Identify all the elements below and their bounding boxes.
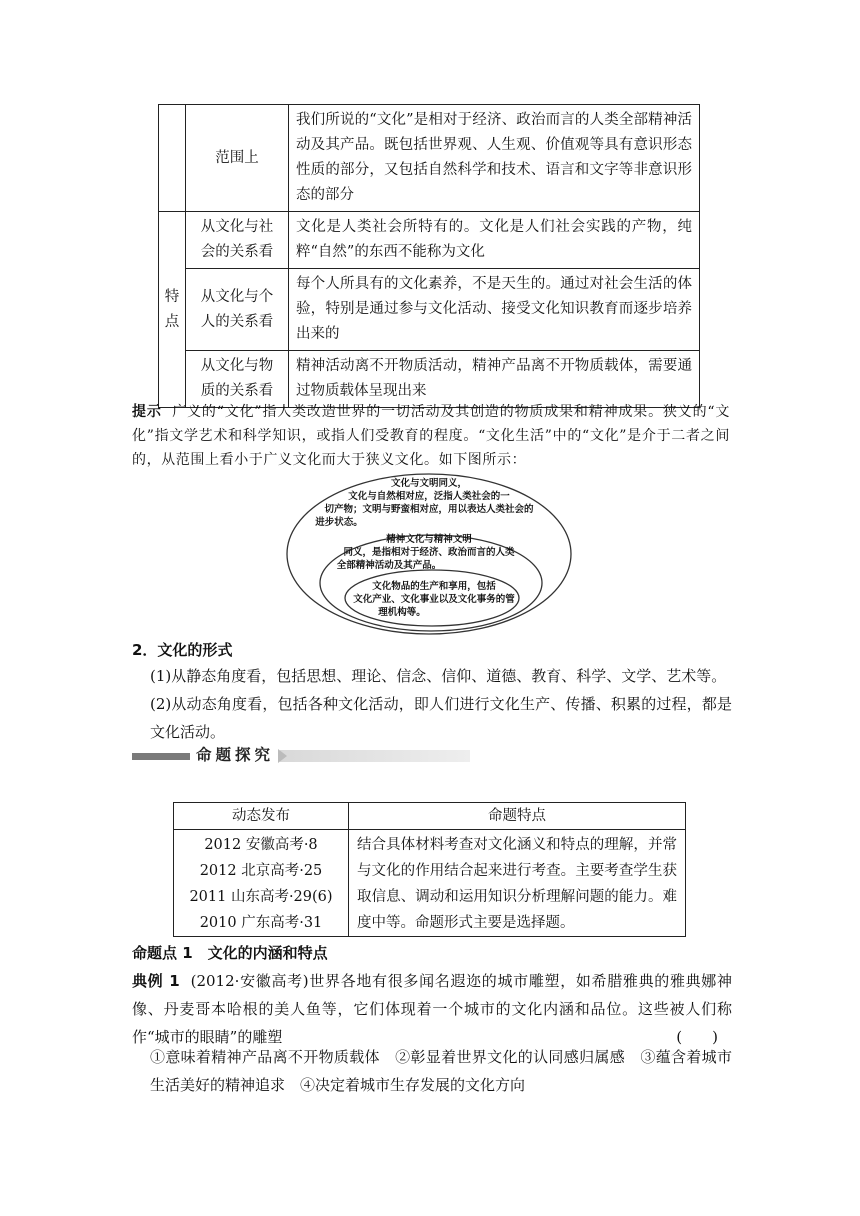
scope-text: 我们所说的“文化”是相对于经济、政治而言的人类全部精神活动及其产品。既包括世界观、人生观、价值观等具有意识形态性质的部分，又包括自然科学和技术、语言和文字等非意识形态的部分 (289, 105, 700, 212)
feature-label-line: 从文化与物 (200, 358, 274, 374)
column-header: 动态发布 (174, 803, 349, 830)
empty-cell (159, 105, 186, 212)
tip-text: 广义的“文化”指人类改造世界的一切活动及其创造的物质成果和精神成果。狭义的“文化”指文学艺术和科学知识，或指人们受教育的程度。“文化生活”中的“文化”是介于二者之间的，从范围上看小于广义文化而大于狭义文化。如下图所示： (132, 404, 730, 468)
features-label-1: 特 (164, 288, 180, 305)
feature-label-line: 从文化与个 (200, 288, 274, 305)
outer-text-line: 文化与文明同义， (390, 478, 468, 489)
exam-feature-text: 结合具体材料考查对文化涵义和特点的理解，并常与文化的作用结合起来进行考查。主要考查学生获取信息、调动和运用知识分析理解问题的能力。难度中等。命题形式主要是选择题。 (349, 830, 686, 937)
feature-text: 精神活动离不开物质活动，精神产品离不开物质载体，需要通过物质载体呈现出来 (289, 351, 700, 408)
exam-item: 2012 安徽高考·8 (204, 837, 318, 853)
feature-label-line: 会的关系看 (200, 244, 274, 260)
features-label (159, 212, 186, 408)
inner-text-line: 文化物品的生产和享用，包括 (372, 581, 496, 592)
feature-label-line: 从文化与社 (200, 219, 274, 235)
feature-label (186, 212, 289, 269)
inner-text-line: 理机构等。 (378, 607, 426, 618)
chevron-right-icon (278, 749, 287, 763)
feature-text: 每个人所具有的文化素养，不是天生的。通过对社会生活的体验，特别是通过参与文化活动、接受文化知识教育而逐步培养出来的 (289, 269, 700, 351)
culture-scope-diagram (284, 472, 574, 638)
example-text: (2012·安徽高考)世界各地有很多闻名遐迩的城市雕塑，如希腊雅典的雅典娜神像、丹麦哥本哈根的美人鱼等，它们体现着一个城市的文化内涵和品位。这些被人们称作“城市的眼睛”的雕塑 (132, 972, 732, 1046)
example-label: 典例 1 (132, 972, 180, 990)
tip-paragraph (132, 400, 730, 472)
exam-list (174, 830, 349, 937)
culture-features-table (158, 104, 700, 408)
features-label-2: 点 (164, 313, 180, 330)
exam-item: 2010 广东高考·31 (199, 915, 323, 931)
middle-text-line: 全部精神活动及其产品。 (336, 560, 442, 571)
exam-item: 2011 山东高考·29(6) (189, 889, 333, 905)
section-heading: 2．文化的形式 (132, 641, 233, 659)
banner-title: 命题探究 (196, 746, 275, 764)
outer-text-line: 文化与自然相对应，泛指人类社会的一 (348, 491, 510, 502)
inner-text-line: 文化产业、文化事业以及文化事务的管 (353, 594, 515, 605)
example-options: ①意味着精神产品离不开物质载体 ②彰显着世界文化的认同感归属感 ③蕴含着城市生活美好的精神追求 ④决定着城市生存发展的文化方向 (150, 1048, 732, 1094)
answer-parens: ( ) (676, 1028, 718, 1046)
tip-label: 提示 (132, 404, 162, 420)
column-header: 命题特点 (349, 803, 686, 830)
middle-text-line: 精神文化与精神文明 (386, 534, 472, 545)
feature-text: 文化是人类社会所特有的。文化是人们社会实践的产物，纯粹“自然”的东西不能称为文化 (289, 212, 700, 269)
feature-label (186, 351, 289, 408)
dynamic-form-paragraph: (2)从动态角度看，包括各种文化活动，即人们进行文化生产、传播、积累的过程，都是文化活动。 (150, 695, 732, 741)
banner-bar (132, 753, 190, 760)
feature-label-line: 质的关系看 (200, 383, 274, 399)
outer-text-line: 进步状态。 (315, 517, 363, 528)
middle-text-line: 同义，是指相对于经济、政治而言的人类 (343, 547, 515, 558)
exam-item: 2012 北京高考·25 (199, 863, 323, 879)
banner-stripe (280, 750, 470, 762)
knowledge-point-heading: 命题点 1 文化的内涵和特点 (132, 944, 328, 962)
feature-label-line: 人的关系看 (200, 313, 274, 330)
scope-label: 范围上 (186, 105, 289, 212)
exam-table (173, 802, 686, 937)
outer-text-line: 切产物；文明与野蛮相对应，用以表达人类社会的 (324, 504, 534, 515)
section-banner (132, 748, 470, 764)
feature-label (186, 269, 289, 351)
static-form-paragraph: (1)从静态角度看，包括思想、理论、信念、信仰、道德、教育、科学、文学、艺术等。 (150, 667, 727, 685)
example-paragraph (132, 967, 732, 1051)
